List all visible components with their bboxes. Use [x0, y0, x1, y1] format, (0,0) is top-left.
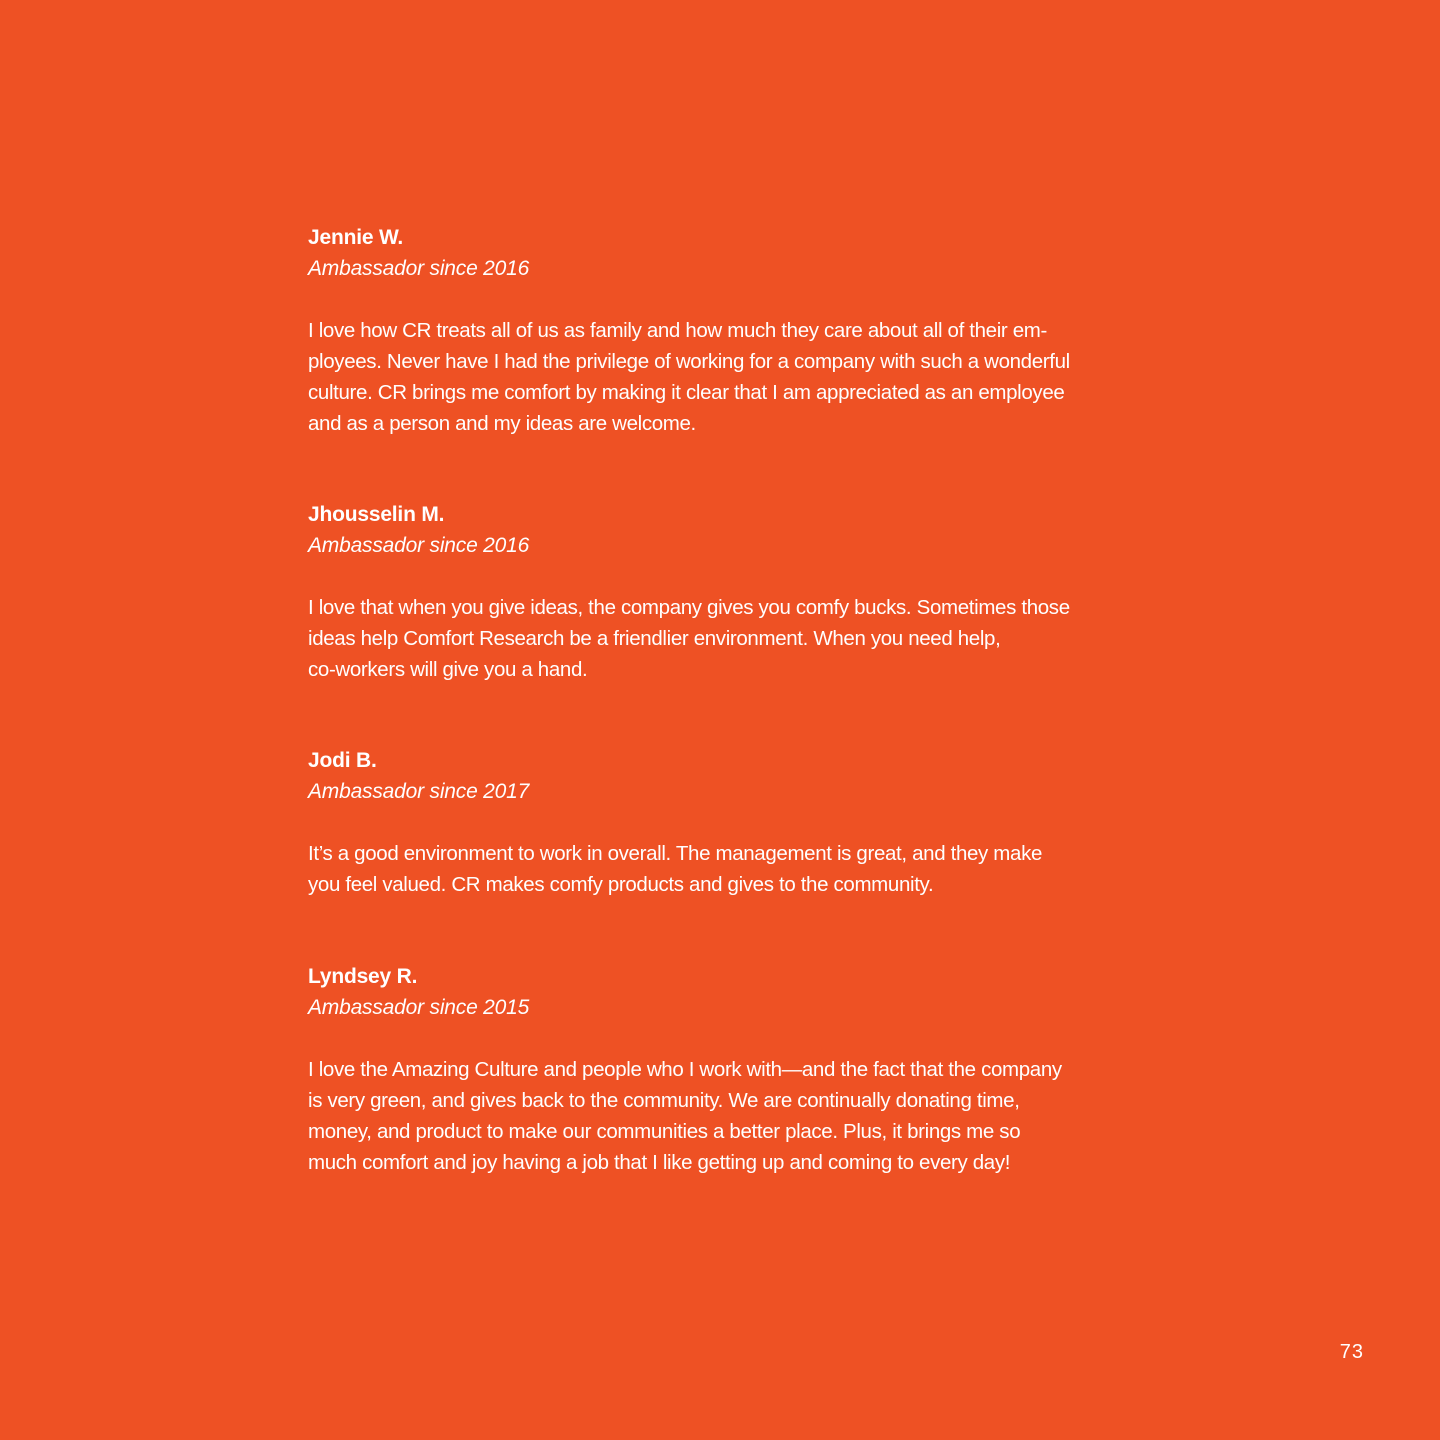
- quote-line: is very green, and gives back to the community. We are continually donating time,: [308, 1089, 1020, 1112]
- quote-line: It’s a good environment to work in overall. The management is great, and they make: [308, 842, 1043, 865]
- testimonial-lyndsey: [308, 961, 1148, 1178]
- quote-line: culture. CR brings me comfort by making it clear that I am appreciated as an employee: [308, 381, 1065, 404]
- testimonial-name: Lyndsey R.: [308, 965, 418, 988]
- quote-line: and as a person and my ideas are welcome.: [308, 412, 696, 435]
- testimonial-ambassador-since: Ambassador since 2016: [308, 534, 530, 557]
- quote-line: ployees. Never have I had the privilege of working for a company with such a wonderful: [308, 350, 1070, 373]
- testimonial-jodi: [308, 745, 1148, 900]
- testimonial-name: Jennie W.: [308, 226, 404, 249]
- testimonial-ambassador-since: Ambassador since 2015: [308, 996, 530, 1019]
- quote-line: money, and product to make our communities a better place. Plus, it brings me so: [308, 1120, 1021, 1143]
- testimonial-jhousselin: [308, 499, 1148, 685]
- testimonial-name: Jodi B.: [308, 749, 377, 772]
- testimonial-quote: [308, 315, 1148, 439]
- testimonial-ambassador-since: Ambassador since 2016: [308, 257, 530, 280]
- testimonial-jennie: [308, 222, 1148, 439]
- testimonial-quote: [308, 592, 1148, 685]
- testimonial-quote: [308, 838, 1148, 900]
- testimonial-ambassador-since: Ambassador since 2017: [308, 780, 530, 803]
- quote-line: I love how CR treats all of us as family and how much they care about all of their em-: [308, 319, 1048, 342]
- quote-line: you feel valued. CR makes comfy products and gives to the community.: [308, 873, 934, 896]
- page-number: 73: [1339, 1341, 1364, 1363]
- quote-line: I love that when you give ideas, the company gives you comfy bucks. Sometimes those: [308, 596, 1070, 619]
- quote-line: co-workers will give you a hand.: [308, 658, 588, 681]
- testimonial-quote: [308, 1054, 1148, 1178]
- quote-line: much comfort and joy having a job that I like getting up and coming to every day!: [308, 1151, 1011, 1174]
- quote-line: ideas help Comfort Research be a friendlier environment. When you need help,: [308, 627, 1001, 650]
- quote-line: I love the Amazing Culture and people who I work with—and the fact that the company: [308, 1058, 1062, 1081]
- testimonial-name: Jhousselin M.: [308, 503, 445, 526]
